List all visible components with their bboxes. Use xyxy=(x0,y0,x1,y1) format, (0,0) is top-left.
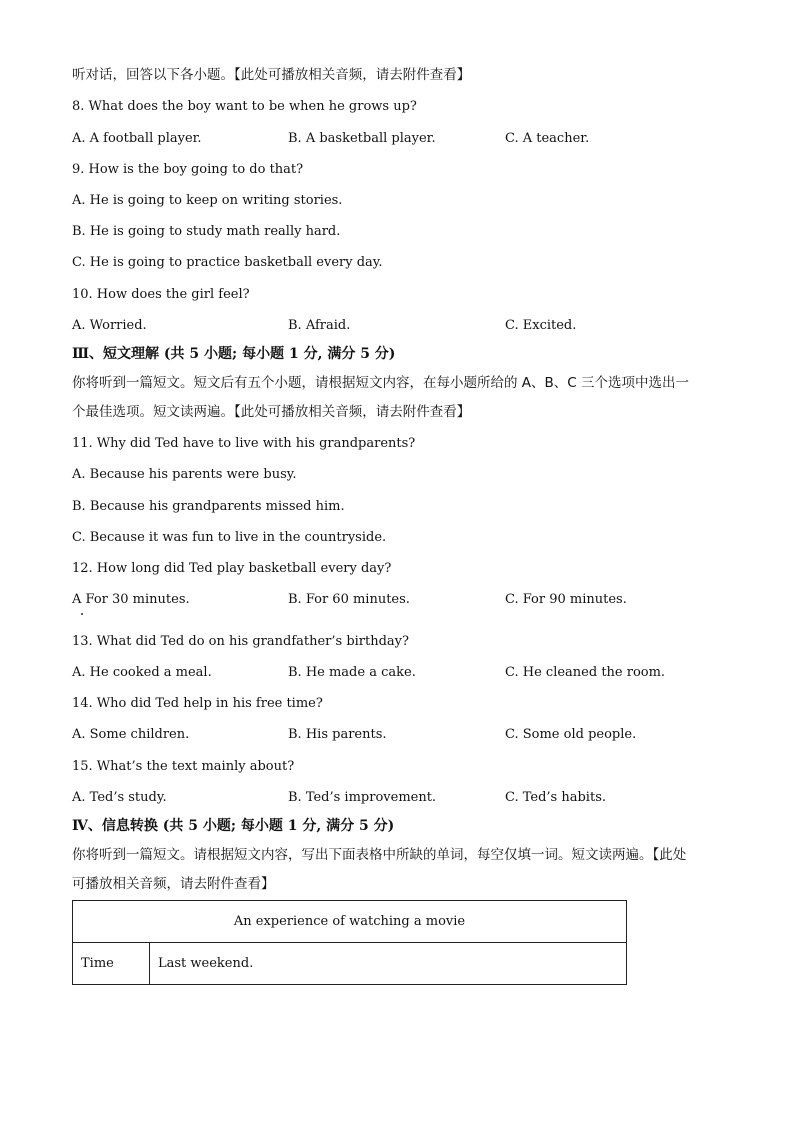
table-row-value: Last weekend. xyxy=(150,943,627,985)
question-15-option-a: A. Ted’s study. xyxy=(72,790,167,805)
question-9-option-c: C. He is going to practice basketball every day. xyxy=(72,255,383,270)
section-4-heading: Ⅳ、信息转换 (共 5 小题; 每小题 1 分, 满分 5 分) xyxy=(72,818,395,834)
question-13-option-c: C. He cleaned the room. xyxy=(505,665,666,680)
section-3-intro-line-2: 个最佳选项。短文读两遍。【此处可播放相关音频，请去附件查看】 xyxy=(72,404,471,420)
question-14-option-b: B. His parents. xyxy=(288,727,387,742)
section-3-intro-line-1: 你将听到一篇短文。短文后有五个小题，请根据短文内容，在每小题所给的 A、B、C 三个选项中选出一 xyxy=(72,375,690,391)
question-9-option-b: B. He is going to study math really hard. xyxy=(72,224,341,239)
table-row xyxy=(73,943,627,985)
question-12-option-a: A For 30 minutes. xyxy=(72,592,190,607)
question-12-stem: 12. How long did Ted play basketball every day? xyxy=(72,561,392,576)
question-10-option-c: C. Excited. xyxy=(505,318,577,333)
question-11-stem: 11. Why did Ted have to live with his grandparents? xyxy=(72,436,416,451)
question-9-option-a: A. He is going to keep on writing stories. xyxy=(72,193,343,208)
question-8-option-c: C. A teacher. xyxy=(505,131,590,146)
info-table xyxy=(72,900,627,985)
question-14-option-c: C. Some old people. xyxy=(505,727,637,742)
table-title: An experience of watching a movie xyxy=(73,901,627,943)
question-15-option-b: B. Ted’s improvement. xyxy=(288,790,437,805)
question-15-option-c: C. Ted’s habits. xyxy=(505,790,606,805)
table-row-key: Time xyxy=(73,943,150,985)
question-8-option-b: B. A basketball player. xyxy=(288,131,436,146)
section-4-intro-line-1: 你将听到一篇短文。请根据短文内容，写出下面表格中所缺的单词，每空仅填一词。短文读两遍。【此处 xyxy=(72,847,687,863)
question-14-option-a: A. Some children. xyxy=(72,727,190,742)
question-15-stem: 15. What’s the text mainly about? xyxy=(72,759,295,774)
section-3-heading: Ⅲ、短文理解 (共 5 小题; 每小题 1 分, 满分 5 分) xyxy=(72,346,396,362)
question-11-option-c: C. Because it was fun to live in the countryside. xyxy=(72,530,387,545)
section-2-intro: 听对话，回答以下各小题。【此处可播放相关音频，请去附件查看】 xyxy=(72,67,471,83)
stray-dot xyxy=(81,613,83,615)
question-10-stem: 10. How does the girl feel? xyxy=(72,287,250,302)
question-11-option-a: A. Because his parents were busy. xyxy=(72,467,297,482)
question-14-stem: 14. Who did Ted help in his free time? xyxy=(72,696,323,711)
question-13-option-b: B. He made a cake. xyxy=(288,665,416,680)
table-title-row xyxy=(73,901,627,943)
question-12-option-b: B. For 60 minutes. xyxy=(288,592,410,607)
question-13-option-a: A. He cooked a meal. xyxy=(72,665,212,680)
question-12-option-c: C. For 90 minutes. xyxy=(505,592,627,607)
question-13-stem: 13. What did Ted do on his grandfather’s birthday? xyxy=(72,634,409,649)
question-11-option-b: B. Because his grandparents missed him. xyxy=(72,499,345,514)
section-4-intro-line-2: 可播放相关音频，请去附件查看】 xyxy=(72,876,275,892)
question-8-stem: 8. What does the boy want to be when he grows up? xyxy=(72,99,417,114)
question-10-option-b: B. Afraid. xyxy=(288,318,351,333)
question-10-option-a: A. Worried. xyxy=(72,318,147,333)
question-8-option-a: A. A football player. xyxy=(72,131,202,146)
question-9-stem: 9. How is the boy going to do that? xyxy=(72,162,304,177)
